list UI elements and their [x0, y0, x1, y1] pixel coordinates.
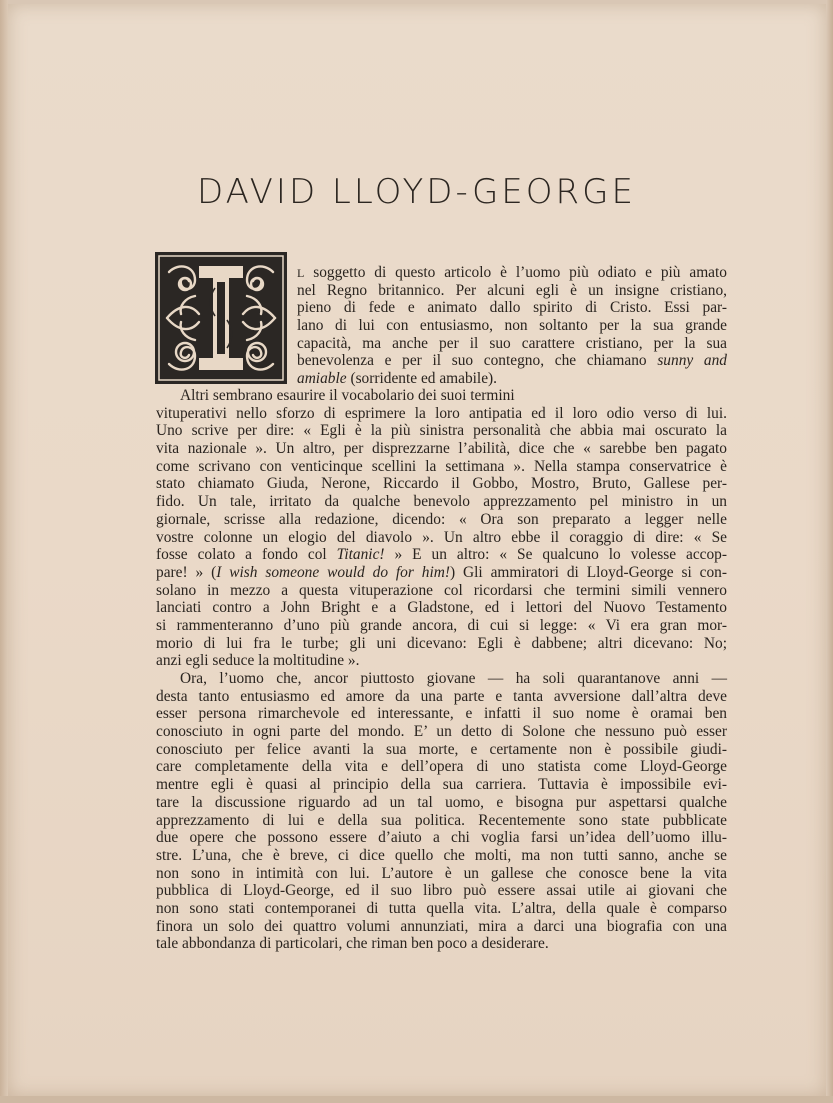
text-line: capacità, ma anche per il suo carattere cristiano, per la sua	[297, 334, 727, 352]
text-line-content: soggetto di questo articolo è l’uomo più odiato e più amato	[313, 264, 727, 281]
text-line: tare la discussione riguardo ad un tal uomo, e bisogna pur aspettarsi qualche	[156, 793, 727, 811]
text-line	[297, 264, 727, 282]
text-line: apprezzamento di lui e della sua politica. Recentemente sono state pubblicate	[156, 811, 727, 829]
text-line: vita nazionale ». Un altro, per disprezzarne l’abilità, dice che « sarebbe ben pagato	[156, 440, 727, 458]
text-line: fido. Un tale, irritato da qualche benevolo apprezzamento pel ministro in un	[156, 493, 727, 511]
text-line: si rammenteranno d’uno più grande ancora, di cui si legge: « Vi era gran mor-	[156, 616, 727, 634]
text-line: care completamente della vita e dell’opera di uno statista come Lloyd-George	[156, 758, 727, 776]
text-line: due opere che possono essere d’aiuto a chi voglia farsi un’idea dell’uomo illu-	[156, 829, 727, 847]
text-line: amiable (sorridente ed amabile).	[297, 370, 498, 388]
text-line: non sono stati contemporanei di tutta quella vita. L’altra, della quale è comparso	[156, 899, 727, 917]
text-line: Ora, l’uomo che, ancor piuttosto giovane — ha soli quarantanove anni —	[180, 670, 727, 687]
page-edge-right	[826, 0, 833, 1103]
text-line: lanciati contro a John Bright e a Gladstone, ed i lettori del Nuovo Testamento	[156, 599, 727, 617]
text-line: come scrivano con venticinque scellini la settimana ». Nella stampa conservatrice è	[156, 457, 727, 475]
text-line: vostre colonne un elogio del diavolo ». Un altro ebbe il coraggio di dire: « Se	[156, 528, 727, 546]
page-edge-left	[0, 0, 8, 1103]
text-line: pare! » (I wish someone would do for him!) Gli ammiratori di Lloyd-George si con-	[156, 563, 728, 581]
text-line: Altri sembrano esaurire il vocabolario dei suoi termini	[180, 387, 515, 404]
text-line: stato chiamato Giuda, Nerone, Riccardo il Gobbo, Mostro, Bruto, Gallese per-	[156, 475, 727, 493]
text-line: vituperativi nello sforzo di esprimere la loro antipatia ed il loro odio verso di lui.	[156, 404, 727, 422]
text-line: stre. L’una, che è breve, ci dice quello che molti, ma non tutti sanno, anche se	[156, 846, 727, 864]
text-line: nel Regno britannico. Per alcuni egli è un insigne cristiano,	[297, 281, 727, 299]
initial-small-caps: L	[297, 266, 305, 280]
text-line: giornale, scrisse alla redazione, dicendo: « Ora son preparato a legger nelle	[156, 510, 727, 528]
text-line: tale abbondanza di particolari, che riman ben poco a desiderare.	[156, 935, 549, 953]
text-line: conosciuto per felice avanti la sua morte, e certamente non è possibile giudi-	[156, 740, 727, 758]
text-line: fosse colato a fondo col Titanic! » E un altro: « Se qualcuno lo volesse accop-	[156, 546, 728, 564]
text-line: pubblica di Lloyd-George, ed il suo libro può essere assai utile ai giovani che	[156, 882, 727, 900]
text-line: mentre egli è quasi al principio della sua carriera. Tuttavia è impossibile evi-	[156, 776, 727, 794]
body-text	[156, 387, 727, 953]
text-line: finora un solo dei quattro volumi annunziati, mira a darci una biografia con una	[156, 917, 727, 935]
opening-paragraph	[297, 264, 727, 388]
text-line: benevolenza e per il suo contegno, che chiamano sunny and	[297, 352, 727, 370]
text-line: pieno di fede e animato dallo spirito di Cristo. Essi par-	[297, 299, 727, 317]
text-line: non sono in intimità con lui. L’autore è un gallese che conosce bene la vita	[156, 864, 727, 882]
text-line: lano di lui con entusiasmo, non soltanto per la sua grande	[297, 317, 727, 335]
text-line: morio di lui fra le turbe; gli uni dicevano: Egli è dabbene; altri dicevano: No;	[156, 634, 727, 652]
text-line: anzi egli seduce la moltitudine ».	[156, 652, 360, 670]
ornamental-initial-graphic	[155, 252, 287, 384]
text-line: solano in mezzo a questa vituperazione col ricordarsi che termini simili vennero	[156, 581, 727, 599]
text-line: desta tanto entusiasmo ed amore da una parte e tanta avversione dall’altra deve	[156, 687, 727, 705]
ornamental-initial	[155, 252, 287, 384]
page-edge-bottom	[0, 1096, 833, 1103]
page-title: DAVID LLOYD-GEORGE	[196, 172, 637, 212]
text-line: Uno scrive per dire: « Egli è la più sinistra personalità che abbia mai oscurato la	[156, 422, 727, 440]
text-line: esser persona rimarchevole ed interessante, e infatti il suo nome è oramai ben	[156, 705, 727, 723]
text-line: conosciuto in ogni parte del mondo. E’ un detto di Solone che nessuno può esser	[156, 723, 727, 741]
